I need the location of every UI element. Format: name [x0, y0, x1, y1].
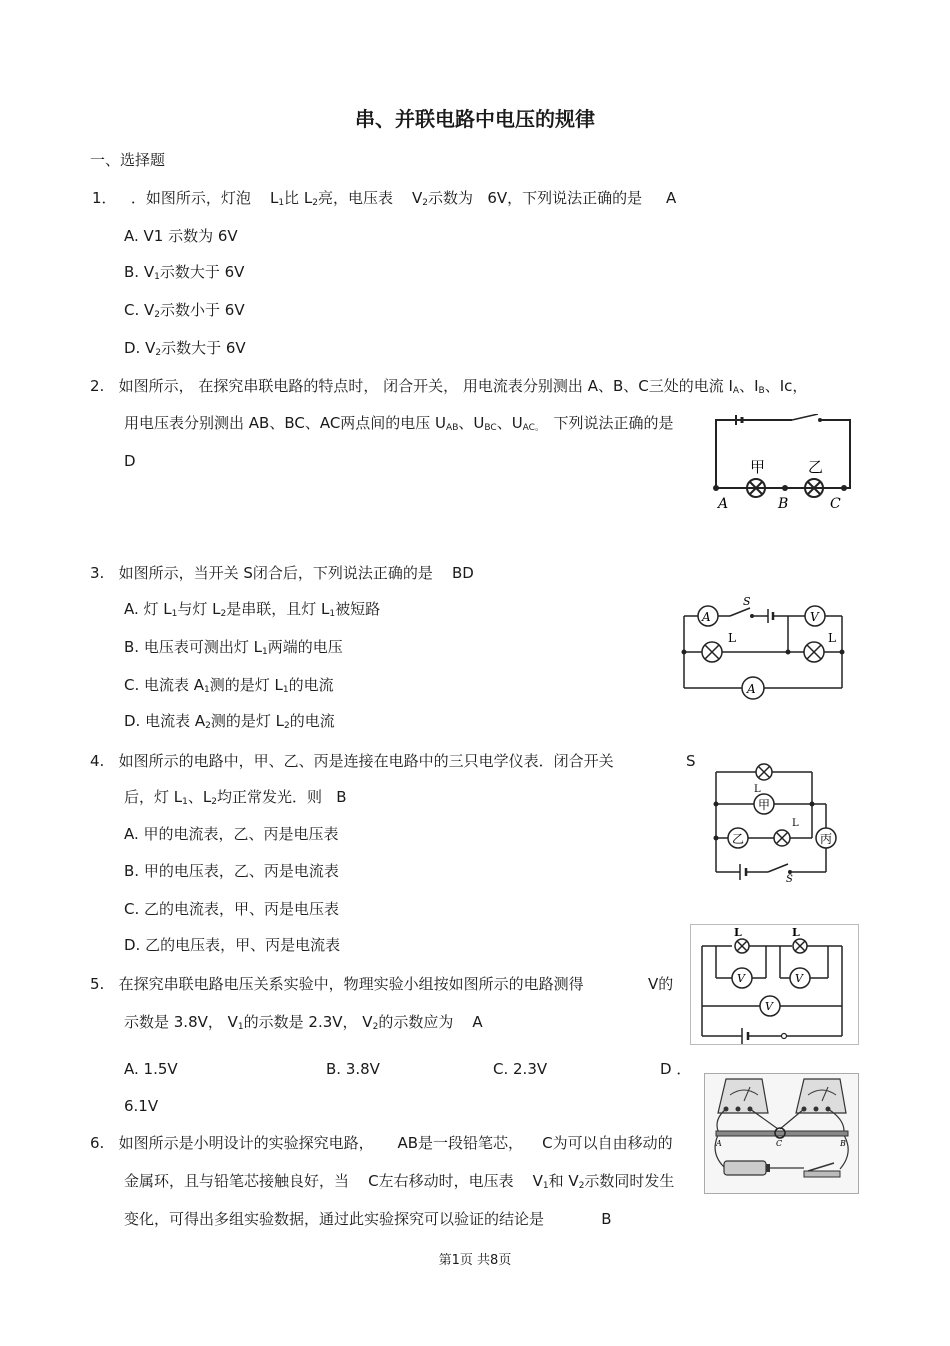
- q5-voltmeter-v2: V: [737, 972, 745, 985]
- q2-answer: D: [124, 452, 136, 470]
- q3-option-b: B. 电压表可测出灯 $L_1$两端的电压: [124, 638, 343, 657]
- q3-option-d: D. 电流表 $A_2$测的是灯 $L_2$的电流: [124, 712, 335, 731]
- q6-pencil-lead: [716, 1131, 848, 1136]
- q3-ammeter-a2: A: [747, 682, 756, 696]
- q4-lamp-l2: L: [792, 818, 799, 829]
- q1-stem: 1． ．如图所示，灯泡 $L_1$比 $L_2$亮，电压表 $V_2$示数为 6V，下列说法正确的是 A: [92, 189, 677, 208]
- q5-voltmeter-v: V: [765, 1000, 773, 1013]
- q2-stem-line1: 2. 如图所示， 在探究串联电路的特点时， 闭合开关， 用电流表分别测出 A、B、C三处的电流 $I_A$、$I_B$、Ic，: [90, 377, 808, 396]
- q3-lamp-l1: L: [728, 631, 736, 645]
- q6-stem-line2: 金属环，且与铅笔芯接触良好，当 C左右移动时，电压表 $V_1$和 $V_2$示数同时发生: [124, 1172, 675, 1191]
- q5-option-c: C. 2.3V: [493, 1060, 548, 1078]
- q6-stem-line1: 6. 如图所示是小明设计的实验探究电路， AB是一段铅笔芯， C为可以自由移动的: [90, 1134, 673, 1152]
- q1-option-c: C. $V_2$示数小于 6V: [124, 301, 245, 320]
- q4-stem-s: S: [686, 752, 696, 770]
- q4-option-b: B. 甲的电压表，乙、丙是电流表: [124, 862, 339, 880]
- q4-option-c: C. 乙的电流表，甲、丙是电压表: [124, 900, 340, 918]
- q2-label-jia: 甲: [750, 458, 766, 476]
- q4-lamp-l1: L: [754, 784, 761, 795]
- q6-apparatus-figure: [704, 1073, 860, 1195]
- q6-stem-line3: 变化，可得出多组实验数据，通过此实验探究可以验证的结论是 B: [124, 1210, 612, 1228]
- q2-stem-line2: 用电压表分别测出 AB、BC、AC两点间的电压 $U_{AB}$、$U_{BC}$、$U_{AC。}$ 下列说法正确的是: [124, 414, 674, 433]
- q2-point-a: A: [718, 496, 729, 512]
- q5-stem-v: V的: [648, 975, 674, 993]
- q5-circuit-figure: [690, 924, 860, 1046]
- q5-stem-line1: 5. 在探究串联电路电压关系实验中，物理实验小组按如图所示的电路测得: [90, 975, 584, 993]
- q5-lamp-l2: L: [734, 926, 742, 939]
- q5-option-a: A. 1.5V: [124, 1060, 178, 1078]
- q5-voltmeter-v1: V: [795, 972, 803, 985]
- q3-option-c: C. 电流表 $A_1$测的是灯 $L_1$的电流: [124, 676, 334, 695]
- q1-option-a: A. V1 示数为 6V: [124, 227, 238, 245]
- q6-point-a: A: [716, 1139, 722, 1148]
- q4-meter-yi: 乙: [732, 832, 745, 846]
- q3-voltmeter-v: V: [810, 610, 819, 624]
- q3-circuit-figure: [670, 594, 860, 700]
- q4-stem-line2: 后，灯 $L_1$、$L_2$均正常发光．则 B: [124, 788, 347, 807]
- q4-meter-jia: 甲: [758, 798, 771, 812]
- q4-circuit-figure: [706, 760, 842, 886]
- q3-ammeter-a1: A: [702, 610, 711, 624]
- q3-stem: 3. 如图所示，当开关 S闭合后，下列说法正确的是 BD: [90, 564, 474, 582]
- q2-label-yi: 乙: [808, 458, 824, 476]
- q2-circuit-figure: [706, 414, 858, 512]
- q4-option-d: D. 乙的电压表，甲、丙是电流表: [124, 936, 341, 954]
- q1-option-b: B. $V_1$示数大于 6V: [124, 263, 245, 282]
- q1-option-d: D. $V_2$示数大于 6V: [124, 339, 246, 358]
- q4-stem-line1: 4. 如图所示的电路中，甲、乙、丙是连接在电路中的三只电学仪表．闭合开关: [90, 752, 614, 770]
- q3-switch-s: S: [743, 595, 751, 608]
- q6-meter-v1-icon: [718, 1079, 768, 1113]
- q5-stem-line2: 示数是 3.8V， $V_1$的示数是 2.3V， $V_2$的示数应为 A: [124, 1013, 483, 1032]
- q5-option-d-value: 6.1V: [124, 1097, 159, 1115]
- page-footer: 第1页 共8页: [438, 1253, 512, 1268]
- q4-switch-s: S: [786, 874, 793, 885]
- q5-option-b: B. 3.8V: [326, 1060, 380, 1078]
- q2-point-c: C: [830, 496, 841, 512]
- q4-option-a: A. 甲的电流表，乙、丙是电压表: [124, 825, 339, 843]
- q2-point-b: B: [778, 496, 789, 512]
- section-heading: 一、选择题: [90, 151, 166, 169]
- q3-option-a: A. 灯 $L_1$与灯 $L_2$是串联，且灯 $L_1$被短路: [124, 600, 381, 619]
- q5-option-d: D ．: [660, 1060, 692, 1078]
- q4-meter-bing: 丙: [820, 832, 833, 846]
- q6-meter-v2-icon: [796, 1079, 846, 1113]
- q6-point-c: C: [776, 1139, 783, 1148]
- q5-lamp-l1: L: [792, 926, 800, 939]
- page-title: 串、并联电路中电压的规律: [355, 107, 595, 131]
- q6-battery-icon: [724, 1161, 770, 1175]
- q6-point-b: B: [840, 1139, 846, 1148]
- q3-lamp-l2: L: [828, 631, 836, 645]
